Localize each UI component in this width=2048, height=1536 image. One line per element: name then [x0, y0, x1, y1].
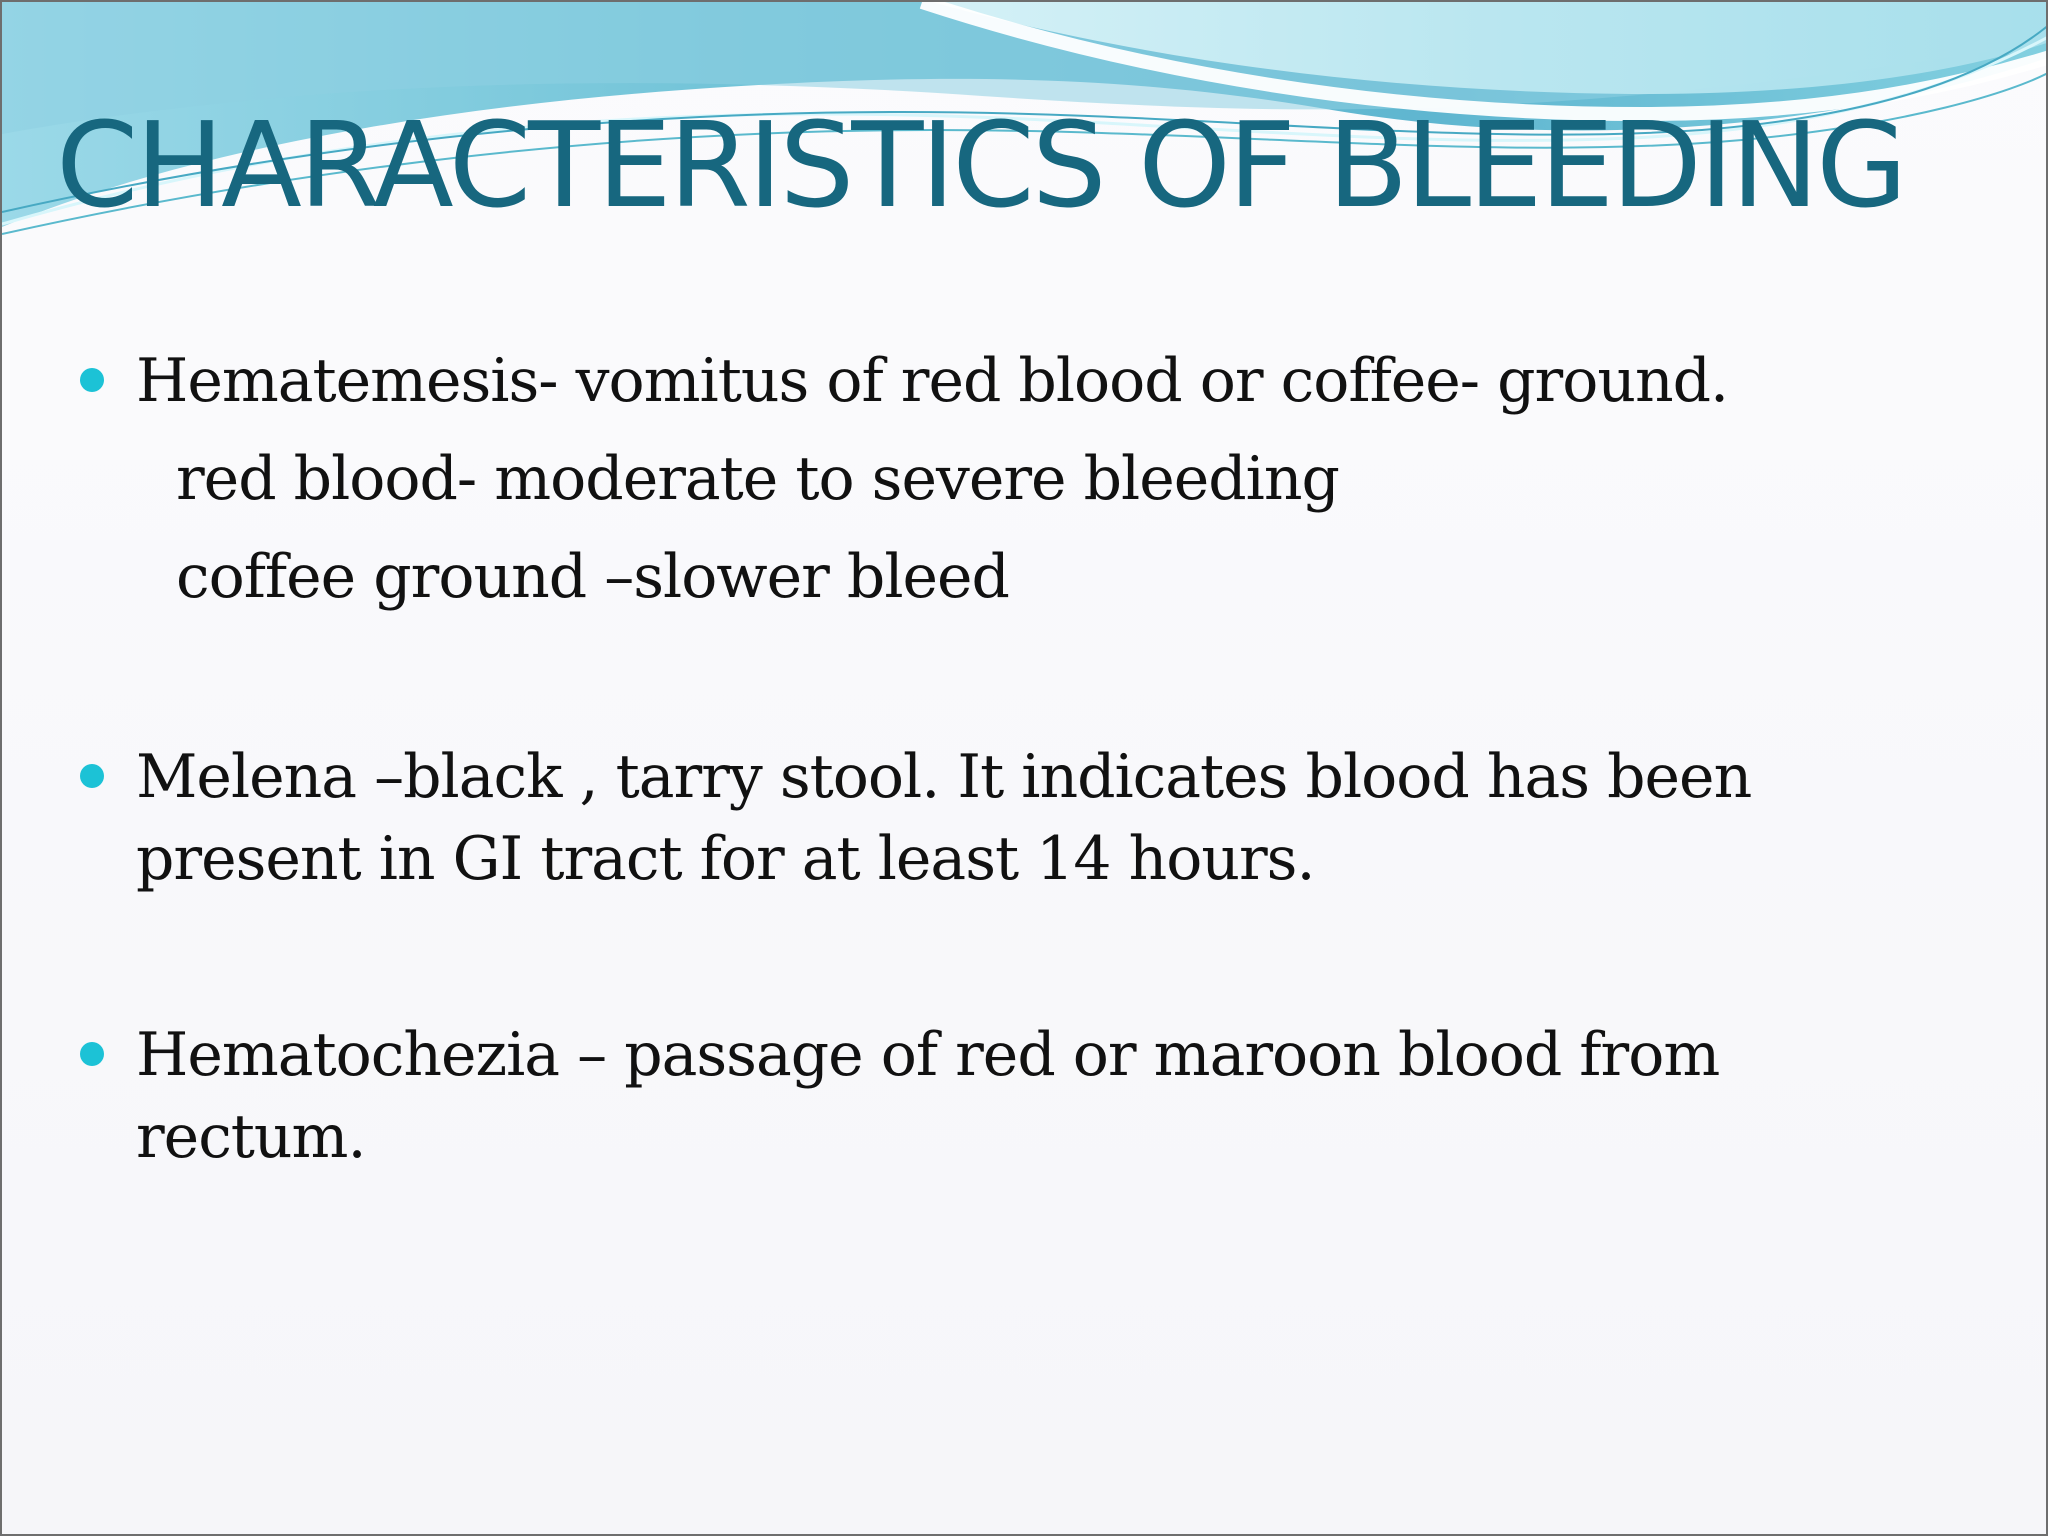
- bullet-dot-icon: [80, 764, 104, 788]
- bullet-item-hematochezia: [72, 1014, 1972, 1178]
- bullet-text-line: present in GI tract for at least 14 hours.: [136, 824, 1315, 894]
- bullet-item-hematemesis: [72, 340, 1972, 618]
- bullet-text-line: rectum.: [136, 1102, 366, 1172]
- bullet-dot-icon: [80, 1042, 104, 1066]
- sub-bullet-red-blood: red blood- moderate to severe bleeding: [176, 444, 1339, 514]
- bullet-text-line: Melena –black , tarry stool. It indicates blood has been: [136, 742, 1752, 812]
- bullet-item-melena: [72, 736, 1972, 900]
- bullet-text-line: Hematochezia – passage of red or maroon blood from: [136, 1020, 1720, 1090]
- slide-title: CHARACTERISTICS OF BLEEDING: [56, 96, 1905, 234]
- bullet-dot-icon: [80, 368, 104, 392]
- bullet-text: Hematemesis- vomitus of red blood or coffee- ground.: [136, 346, 1729, 416]
- bullet-list: [72, 340, 1972, 1178]
- sub-bullet-coffee-ground: coffee ground –slower bleed: [176, 542, 1009, 612]
